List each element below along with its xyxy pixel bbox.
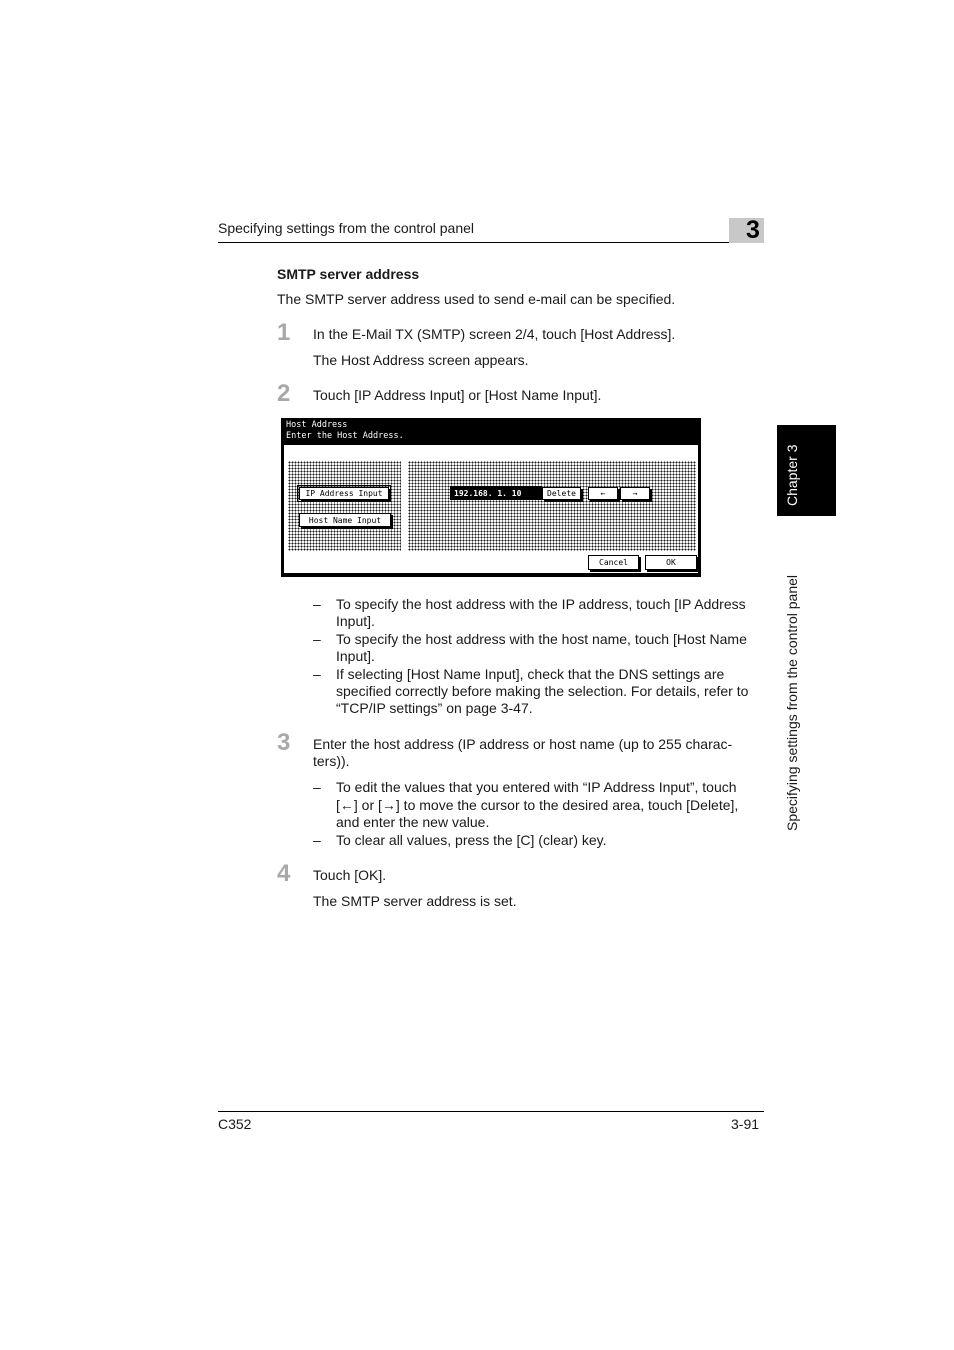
- ip-address-input-button[interactable]: IP Address Input: [299, 487, 389, 500]
- bullet-dash: –: [313, 666, 321, 682]
- step-number-4: 4: [277, 860, 291, 887]
- bullet-text-line: To edit the values that you entered with “IP Address Input”, touch: [336, 779, 737, 795]
- side-tab-section-label: Specifying settings from the control panel: [784, 574, 800, 831]
- footer-model: C352: [218, 1116, 252, 1132]
- step-number-2: 2: [277, 380, 291, 407]
- bullet-text-line: To specify the host address with the host name, touch [Host Name: [336, 631, 747, 647]
- bullet-dash: –: [313, 631, 321, 647]
- bullet-dash: –: [313, 832, 321, 848]
- side-tab-chapter-label: Chapter 3: [784, 444, 800, 506]
- delete-button[interactable]: Delete: [542, 487, 581, 500]
- cancel-button[interactable]: Cancel: [588, 555, 639, 570]
- bullet-text-line: “TCP/IP settings” on page 3-47.: [336, 700, 533, 716]
- bullet-text-line: Input].: [336, 613, 375, 629]
- left-arrow-button[interactable]: ←: [588, 487, 618, 500]
- bullet-text-line: specified correctly before making the selection. For details, refer to: [336, 683, 749, 699]
- footer-rule: [218, 1111, 764, 1112]
- running-header-title: Specifying settings from the control panel: [218, 220, 475, 236]
- step-number-3: 3: [277, 729, 291, 756]
- bullet-text-line: and enter the new value.: [336, 814, 490, 830]
- bullet-text-line: To clear all values, press the [C] (clear) key.: [336, 832, 607, 848]
- header-rule: [218, 242, 764, 243]
- step-1-result: The Host Address screen appears.: [313, 352, 529, 368]
- host-name-input-button[interactable]: Host Name Input: [299, 513, 391, 527]
- step-3-text-line: Enter the host address (IP address or host name (up to 255 charac-: [313, 736, 733, 752]
- step-2-text: Touch [IP Address Input] or [Host Name Input].: [313, 387, 602, 403]
- chapter-number: 3: [746, 216, 760, 244]
- step-4-text: Touch [OK].: [313, 867, 387, 883]
- step-1-text: In the E-Mail TX (SMTP) screen 2/4, touch [Host Address].: [313, 326, 676, 342]
- host-address-screen: [281, 418, 701, 577]
- bullet-dash: –: [313, 779, 321, 795]
- right-arrow-button[interactable]: →: [620, 487, 650, 500]
- bullet-dash: –: [313, 596, 321, 612]
- ok-button[interactable]: OK: [645, 555, 697, 570]
- section-intro: The SMTP server address used to send e-mail can be specified.: [277, 291, 676, 307]
- left-dotted-panel: [288, 461, 401, 551]
- ip-address-field[interactable]: 192.168. 1. 10: [450, 486, 542, 500]
- bullet-text-line: [←] or [→] to move the cursor to the desired area, touch [Delete],: [336, 797, 739, 813]
- screen-title: Host Address: [286, 420, 348, 430]
- bullet-text-line: Input].: [336, 648, 375, 664]
- footer-page-number: 3-91: [731, 1116, 760, 1132]
- section-title: SMTP server address: [277, 266, 420, 282]
- screen-body: [284, 445, 698, 573]
- bullet-text-line: If selecting [Host Name Input], check that the DNS settings are: [336, 666, 725, 682]
- step-number-1: 1: [277, 319, 291, 346]
- step-3-text-line: ters)).: [313, 753, 350, 769]
- bullet-text-line: To specify the host address with the IP address, touch [IP Address: [336, 596, 746, 612]
- screen-message: Enter the Host Address.: [286, 431, 404, 441]
- step-4-result: The SMTP server address is set.: [313, 893, 517, 909]
- right-dotted-panel: [408, 461, 696, 551]
